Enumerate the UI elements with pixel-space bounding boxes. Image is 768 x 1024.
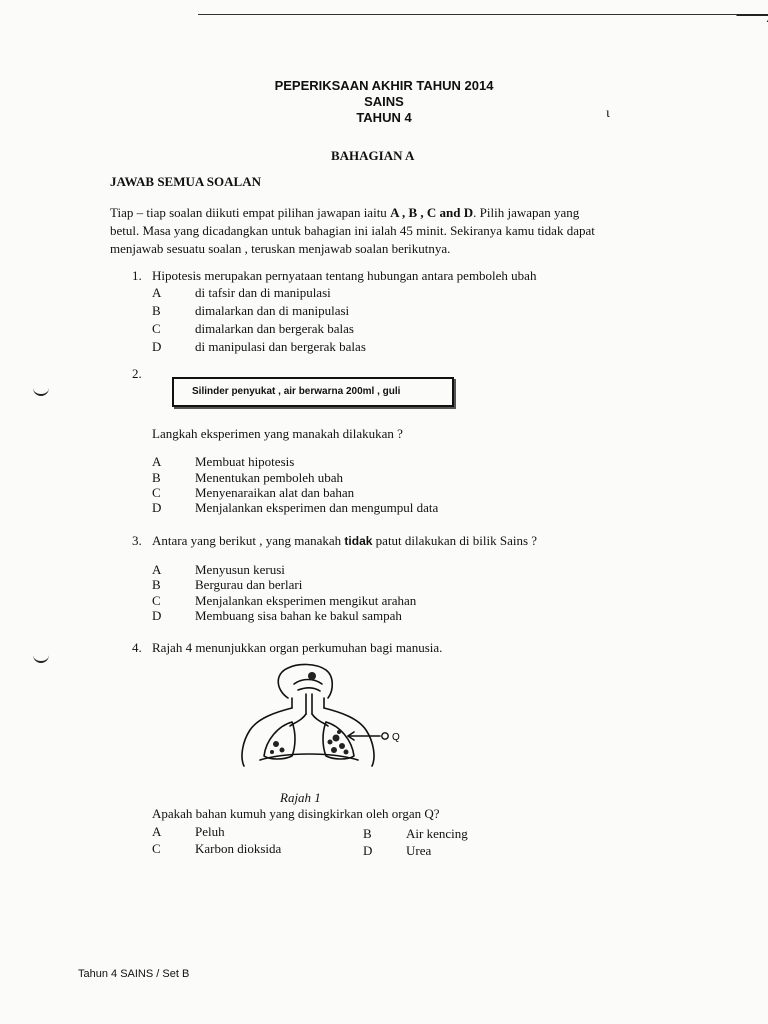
instruction-heading: JAWAB SEMUA SOALAN xyxy=(110,174,261,189)
option-text: dimalarkan dan bergerak balas xyxy=(195,321,354,336)
option-letter: A xyxy=(152,562,162,577)
exam-title: PEPERIKSAAN AKHIR TAHUN 2014 xyxy=(274,78,494,93)
instruction-line-1: Tiap – tiap soalan diikuti empat pilihan jawapan iaitu A , B , C and D. Pilih jawapan yang xyxy=(110,205,580,220)
option-letter: B xyxy=(152,303,161,318)
option-text: Menjalankan eksperimen dan mengumpul data xyxy=(195,500,439,515)
option-text: di manipulasi dan bergerak balas xyxy=(195,339,366,354)
diagram-caption: Rajah 1 xyxy=(280,790,321,805)
option-text: Menjalankan eksperimen mengikut arahan xyxy=(195,593,417,608)
option-letter: B xyxy=(152,470,161,485)
option-letter: C xyxy=(152,485,161,500)
materials-box: Silinder penyukat , air berwarna 200ml , guli xyxy=(172,377,454,407)
respiratory-system-diagram xyxy=(236,660,406,772)
option-text: Karbon dioksida xyxy=(195,841,282,856)
question-number: 2. xyxy=(132,366,142,381)
question-number: 3. xyxy=(132,533,142,548)
option-letter: A xyxy=(152,285,162,300)
subject-title: SAINS xyxy=(364,94,404,109)
question-text: Rajah 4 menunjukkan organ perkumuhan bagi manusia. xyxy=(152,640,443,655)
option-text: Menyusun kerusi xyxy=(195,562,285,577)
option-letter: D xyxy=(363,843,373,858)
option-text: Peluh xyxy=(195,824,225,839)
option-letter: A xyxy=(152,454,162,469)
margin-mark xyxy=(33,388,49,396)
option-text: Air kencing xyxy=(406,826,468,841)
option-text: Membuang sisa bahan ke bakul sampah xyxy=(195,608,402,623)
margin-mark xyxy=(33,655,49,663)
question-number: 1. xyxy=(132,268,142,283)
question-text: Apakah bahan kumuh yang disingkirkan oleh organ Q? xyxy=(152,806,440,821)
option-text: Menyenaraikan alat dan bahan xyxy=(195,485,355,500)
instruction-line-2: betul. Masa yang dicadangkan untuk bahagian ini ialah 45 minit. Sekiranya kamu tidak dapat xyxy=(110,223,595,238)
option-letter: A xyxy=(152,824,162,839)
question-number: 4. xyxy=(132,640,142,655)
option-letter: D xyxy=(152,608,162,623)
instruction-line-3: menjawab sesuatu soalan , teruskan menjawab soalan berikutnya. xyxy=(110,241,451,256)
option-letter: B xyxy=(363,826,372,841)
option-text: Urea xyxy=(406,843,432,858)
year-title: TAHUN 4 xyxy=(356,110,412,125)
question-text: Langkah eksperimen yang manakah dilakukan ? xyxy=(152,426,403,441)
option-text: dimalarkan dan di manipulasi xyxy=(195,303,350,318)
section-title: BAHAGIAN A xyxy=(331,148,415,163)
label-q: Q xyxy=(392,732,400,743)
option-text: Menentukan pemboleh ubah xyxy=(195,470,344,485)
option-text: di tafsir dan di manipulasi xyxy=(195,285,331,300)
option-text: Membuat hipotesis xyxy=(195,454,295,469)
label-q-marker xyxy=(382,733,388,739)
question-text: Antara yang berikut , yang manakah tidak patut dilakukan di bilik Sains ? xyxy=(152,533,538,548)
stray-mark: ι xyxy=(606,106,610,121)
option-letter: C xyxy=(152,321,161,336)
option-letter: C xyxy=(152,841,161,856)
option-text: Bergurau dan berlari xyxy=(195,577,303,592)
option-letter: D xyxy=(152,500,162,515)
question-text: Hipotesis merupakan pernyataan tentang hubungan antara pemboleh ubah xyxy=(152,268,537,283)
instructions xyxy=(110,204,650,258)
top-rule xyxy=(198,14,768,15)
option-letter: B xyxy=(152,577,161,592)
option-letter: D xyxy=(152,339,162,354)
option-letter: C xyxy=(152,593,161,608)
page-footer: Tahun 4 SAINS / Set B xyxy=(78,968,190,980)
corner-mark xyxy=(733,14,768,22)
